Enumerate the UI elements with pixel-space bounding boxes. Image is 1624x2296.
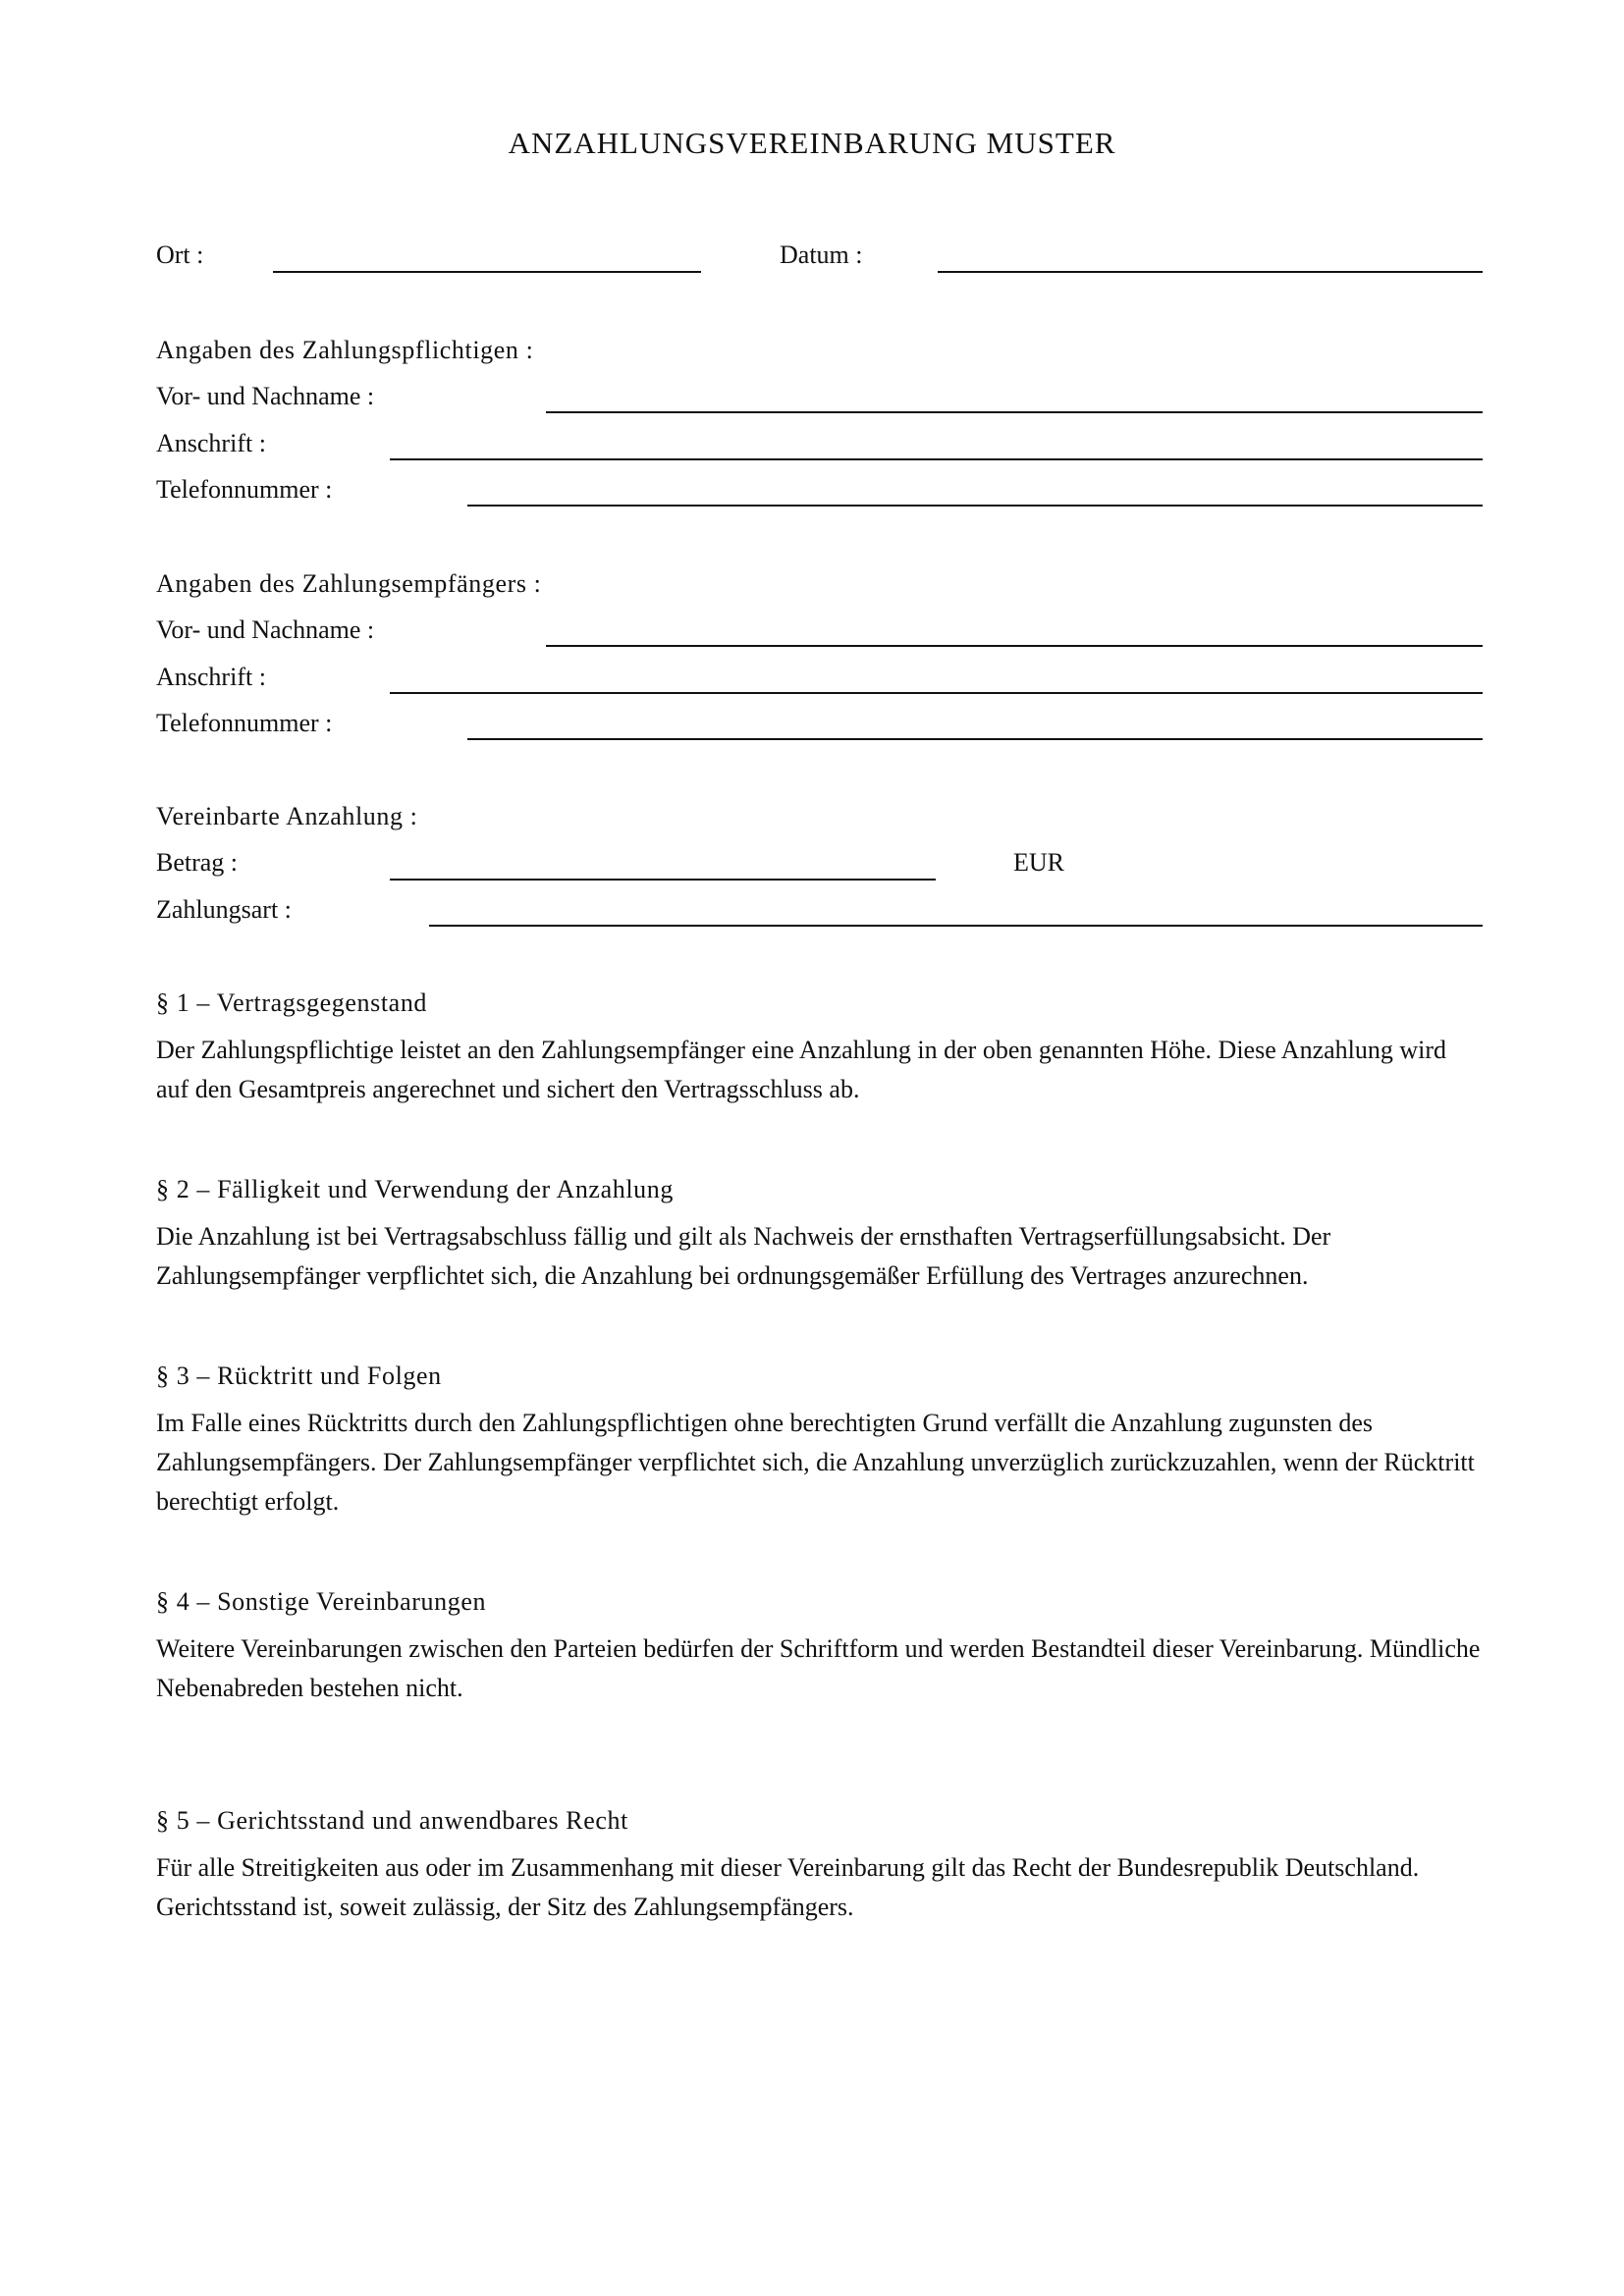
section-3-heading: § 3 – Rücktritt und Folgen xyxy=(156,1362,442,1390)
payer-address-label: Anschrift : xyxy=(156,429,266,457)
section-1-text: Der Zahlungspflichtige leistet an den Zahlungsempfänger eine Anzahlung in der oben genannten Höhe. Diese Anzahlung wird auf den Gesamtpreis angerechnet und sichert den Vertragsschluss ab. xyxy=(156,1036,1447,1103)
payer-name-field[interactable] xyxy=(546,411,1483,413)
payer-phone-field[interactable] xyxy=(467,505,1483,507)
payee-name-label: Vor- und Nachname : xyxy=(156,615,375,644)
payee-name-field[interactable] xyxy=(546,645,1483,647)
section-5-heading: § 5 – Gerichtsstand und anwendbares Recht xyxy=(156,1806,628,1835)
payee-phone-field[interactable] xyxy=(467,738,1483,740)
datum-label: Datum : xyxy=(780,240,863,269)
payer-phone-label: Telefonnummer : xyxy=(156,475,333,504)
payee-address-label: Anschrift : xyxy=(156,663,266,691)
payer-heading: Angaben des Zahlungspflichtigen : xyxy=(156,336,534,364)
section-4-text: Weitere Vereinbarungen zwischen den Parteien bedürfen der Schriftform und werden Bestandteil dieser Vereinbarung. Mündliche Nebenabreden bestehen nicht. xyxy=(156,1634,1481,1702)
document-title: ANZAHLUNGSVEREINBARUNG MUSTER xyxy=(508,126,1116,160)
ort-label: Ort : xyxy=(156,240,204,269)
section-1-heading: § 1 – Vertragsgegenstand xyxy=(156,988,428,1017)
section-2-heading: § 2 – Fälligkeit und Verwendung der Anzahlung xyxy=(156,1175,674,1203)
payer-address-field[interactable] xyxy=(390,458,1483,460)
payer-name-label: Vor- und Nachname : xyxy=(156,382,375,410)
amount-field[interactable] xyxy=(390,879,936,881)
ort-field[interactable] xyxy=(273,271,701,273)
payee-heading: Angaben des Zahlungsempfängers : xyxy=(156,569,542,598)
payment-method-field[interactable] xyxy=(429,925,1483,927)
section-3-text: Im Falle eines Rücktritts durch den Zahlungspflichtigen ohne berechtigten Grund verfällt die Anzahlung zugunsten des Zahlungsempfängers. Der Zahlungsempfänger verpflichtet sich, die Anzahlung unverzüglich zurückzuzahlen, wenn der Rücktritt berechtigt erfolgt. xyxy=(156,1409,1475,1516)
section-5-text: Für alle Streitigkeiten aus oder im Zusammenhang mit dieser Vereinbarung gilt das Recht der Bundesrepublik Deutschland. Gerichtsstand ist, soweit zulässig, der Sitz des Zahlungsempfängers. xyxy=(156,1853,1420,1921)
section-4-heading: § 4 – Sonstige Vereinbarungen xyxy=(156,1587,487,1616)
payee-phone-label: Telefonnummer : xyxy=(156,709,333,737)
deposit-heading: Vereinbarte Anzahlung : xyxy=(156,802,418,830)
section-2-text: Die Anzahlung ist bei Vertragsabschluss fällig und gilt als Nachweis der ernsthaften Vertragserfüllungsabsicht. Der Zahlungsempfänger verpflichtet sich, die Anzahlung bei ordnungsgemäßer Erfüllung des Vertrages anzurechnen. xyxy=(156,1222,1331,1290)
datum-field[interactable] xyxy=(938,271,1483,273)
payment-method-label: Zahlungsart : xyxy=(156,895,292,924)
payee-address-field[interactable] xyxy=(390,692,1483,694)
amount-label: Betrag : xyxy=(156,848,239,877)
currency-label: EUR xyxy=(1013,848,1064,877)
